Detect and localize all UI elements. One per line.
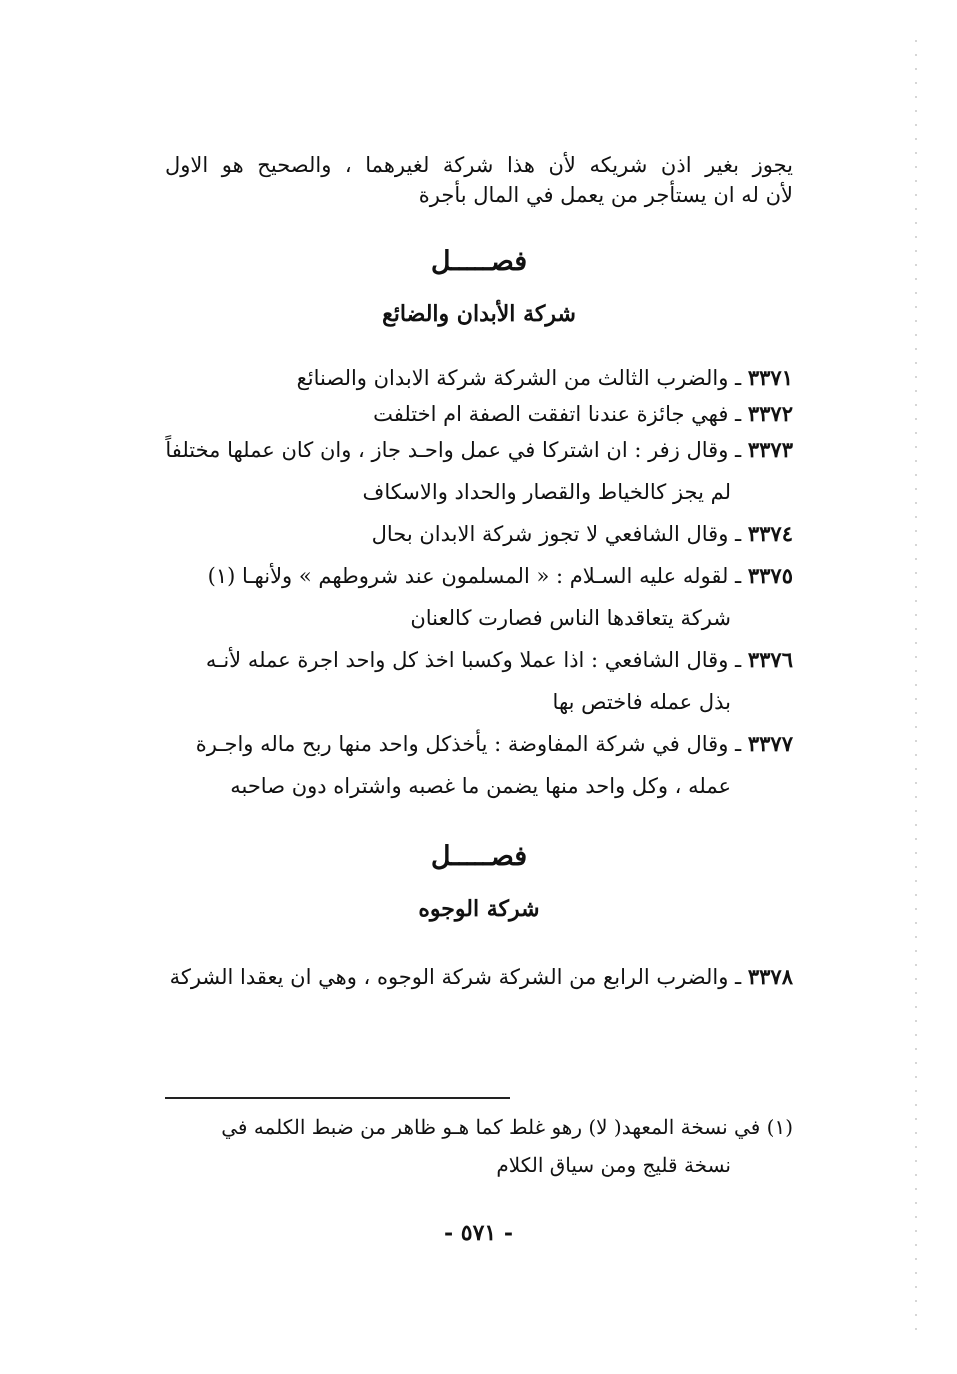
page-number: - ٥٧١ - xyxy=(443,1220,514,1246)
paragraph-continuation: بذل عمله فاختص بها xyxy=(552,690,731,714)
paragraph-3377 xyxy=(165,729,793,801)
paragraph-number: ٣٣٧١ xyxy=(747,365,793,390)
paragraph-number: ٣٣٧٨ xyxy=(747,964,793,989)
paragraph-number: ٣٣٧٣ xyxy=(747,437,793,462)
paragraph-3375 xyxy=(165,561,793,633)
paragraph-text: ـ وقال الشافعي : اذا عملا وكسبا اخذ كل واحد اجرة عمله لأنـه xyxy=(205,648,742,672)
page-body xyxy=(165,150,793,992)
section-2-heading: فصـــــل xyxy=(430,841,528,872)
intro-line-2: لأن له ان يستأجر من يعمل في المال بأجرة xyxy=(418,183,793,207)
footnote-line-1: (١) في نسخة المعهد( لا) رهو غلط كما هـو ظاهر من ضبط الكلمه في xyxy=(221,1115,793,1139)
section-1-heading: فصـــــل xyxy=(430,246,528,277)
paragraph-continuation: لم يجز كالخياط والقصار والحداد والاسكاف xyxy=(362,480,731,504)
paragraph-text: ـ والضرب الرابع من الشركة شركة الوجوه ، وهي ان يعقدا الشركة xyxy=(169,965,742,989)
paragraph-number: ٣٣٧٧ xyxy=(747,731,793,756)
paragraph-number: ٣٣٧٥ xyxy=(747,563,793,588)
paragraph-text: ـ والضرب الثالث من الشركة شركة الابدان والصنائع xyxy=(296,366,742,390)
intro-line-1: يجوز بغير اذن شريكه لأن هذا شركة لغيرهما ، والصحيح هو الاول xyxy=(165,153,793,177)
footnote-divider xyxy=(165,1097,510,1099)
paragraph-3374 xyxy=(165,519,793,549)
footnote xyxy=(165,1108,793,1184)
footnote-line-2: نسخة قليج ومن سياق الكلام xyxy=(496,1153,731,1177)
margin-dots xyxy=(915,40,917,1340)
paragraph-number: ٣٣٧٦ xyxy=(747,647,793,672)
paragraph-3376 xyxy=(165,645,793,717)
paragraph-text: ـ وقال في شركة المفاوضة : يأخذكل واحد منها ربح ماله واجـرة xyxy=(195,732,742,756)
paragraph-text: ـ وقال زفر : ان اشتركا في عمل واحـد جاز ، وان كان عملها مختلفاً xyxy=(165,438,742,462)
paragraph-number: ٣٣٧٢ xyxy=(747,401,793,426)
section-2-title: شركة الوجوه xyxy=(418,896,540,922)
paragraph-number: ٣٣٧٤ xyxy=(747,521,793,546)
paragraph-continuation: عمله ، وكل واحد منها يضمن ما غصبه واشتراه دون صاحبه xyxy=(230,774,731,798)
intro-text xyxy=(165,150,793,210)
paragraph-3373 xyxy=(165,435,793,507)
paragraph-3371 xyxy=(165,363,793,393)
paragraph-text: ـ لقوله عليه السـلام : « المسلمون عند شروطهم » ولأنهـا (١) xyxy=(207,564,742,588)
section-1-title: شركة الأبدان والضائع xyxy=(382,301,576,327)
paragraph-3372 xyxy=(165,399,793,429)
paragraph-3378 xyxy=(165,962,793,992)
paragraph-text: ـ فهي جائزة عندنا اتفقت الصفة ام اختلفت xyxy=(373,402,742,426)
paragraph-continuation: شركة يتعاقدها الناس فصارت كالعنان xyxy=(410,606,731,630)
paragraph-text: ـ وقال الشافعي لا تجوز شركة الابدان بحال xyxy=(371,522,742,546)
